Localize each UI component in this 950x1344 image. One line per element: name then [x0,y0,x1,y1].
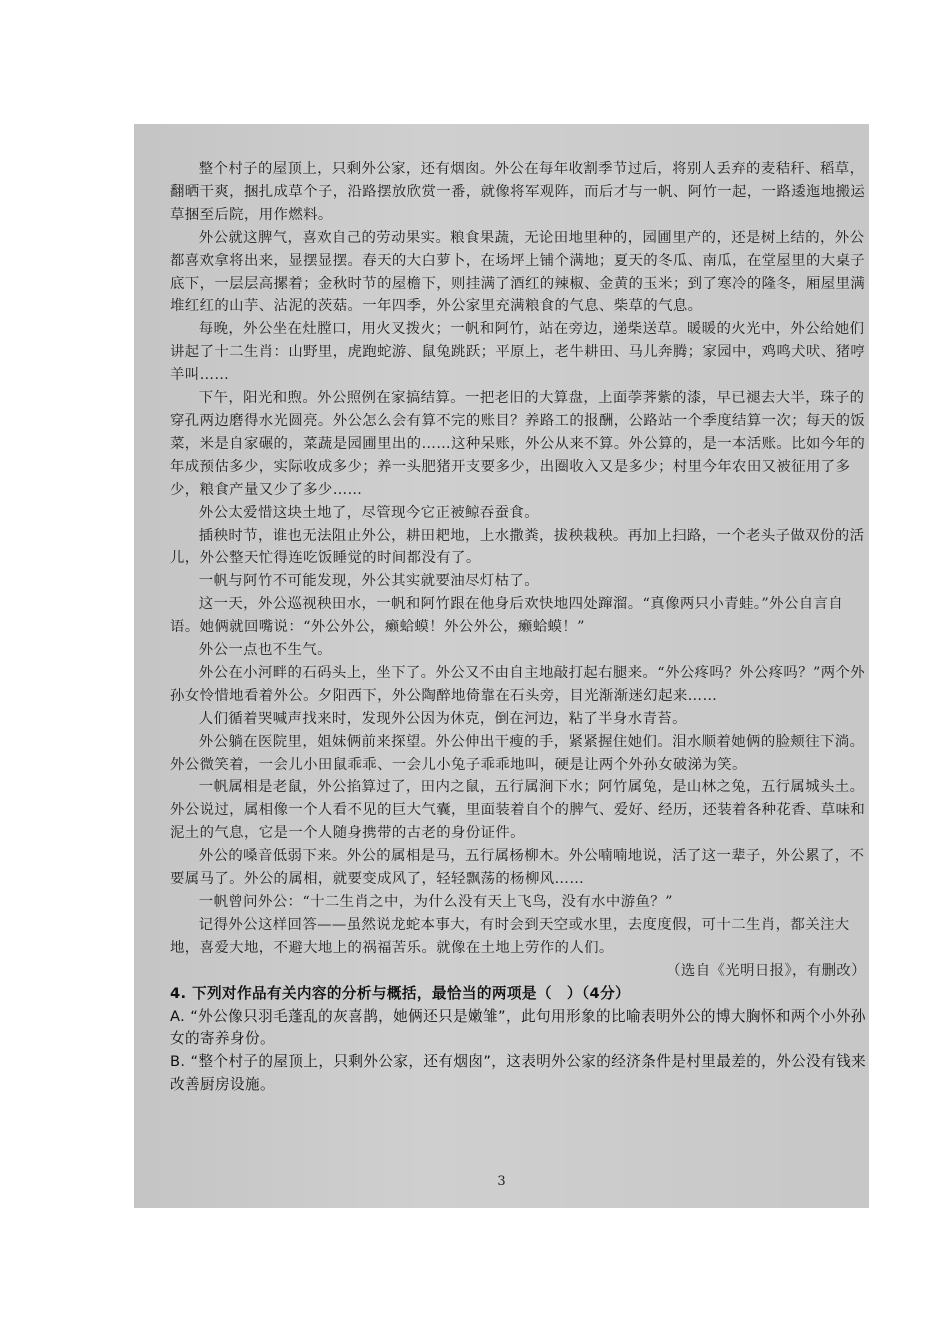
paragraph: 人们循着哭喊声找来时，发现外公因为休克，倒在河边，粘了半身水青苔。 [198,710,687,727]
paragraph: 外公在小河畔的石码头上，坐下了。外公又不由自主地敲打起右腿来。“外公疼吗？外公疼吗？”两个外孙女怜惜地看着外公。夕阳西下，外公陶醉地倚靠在石头旁，目光渐渐迷幻起来…… [170,664,866,704]
paragraph: 外公躺在医院里，姐妹俩前来探望。外公伸出干瘦的手，紧紧握住她们。泪水顺着她俩的脸颊往下淌。外公微笑着，一会儿小田鼠乖乖、一会儿小兔子乖乖地叫，硬是让两个外孙女破涕为笑。 [170,733,865,773]
paragraph: 外公就这脾气，喜欢自己的劳动果实。粮食果蔬，无论田地里种的，园圃里产的，还是树上结的，外公都喜欢拿将出来，显摆显摆。春天的大白萝卜，在场坪上铺个满地；夏天的冬瓜、南瓜，在堂屋里的大桌子底下，一层层高摞着；金秋时节的屋檐下，则挂满了酒红的辣椒、金黄的玉米；到了寒冷的隆冬，厢屋里满堆红红的山芋、沾泥的茨菇。一年四季，外公家里充满粮食的气息、柴草的气息。 [170,229,866,315]
paragraph: 外公一点也不生气。 [198,642,332,659]
article-text [170,158,869,1097]
paragraph: 每晚，外公坐在灶膛口，用火叉拨火；一帆和阿竹，站在旁边，递柴送草。暖暖的火光中，外公给她们讲起了十二生肖：山野里，虎跑蛇游、鼠兔跳跃；平原上，老牛耕田、马儿奔腾；家园中，鸡鸣犬吠、猪哼羊叫…… [170,321,866,384]
paragraph: 整个村子的屋顶上，只剩外公家，还有烟囱。外公在每年收割季节过后，将别人丢弃的麦秸秆、稻草，翻晒干爽，捆扎成草个子，沿路摆放欣赏一番，就像将军观阵，而后才与一帆、阿竹一起，一路逶迤地搬运草捆至后院，用作燃料。 [170,161,866,223]
paragraph: 下午，阳光和煦。外公照例在家搞结算。一把老旧的大算盘，上面荸荠紫的漆，早已褪去大半，珠子的穿孔两边磨得水光圆亮。外公怎么会有算不完的账目？养路工的报酬，公路站一个季度结算一次；每天的饭菜，米是自家碾的，菜蔬是园圃里出的……这种呆账，外公从来不算。外公算的，是一本活账。比如今年的年成预估多少，实际收成多少；养一头肥猪开支要多少，出圈收入又是多少；村里今年农田又被征用了多少，粮食产量又少了多少…… [170,390,866,498]
paragraph: 一帆与阿竹不可能发现，外公其实就要油尽灯枯了。 [198,573,539,590]
scanned-page [134,124,869,1208]
paragraph: 外公的嗓音低弱下来。外公的属相是马，五行属杨柳木。外公喃喃地说，活了这一辈子，外公累了，不要属马了。外公的属相，就要变成风了，轻轻飘荡的杨柳风…… [170,848,865,888]
question-option-b: B. “整个村子的屋顶上，只剩外公家，还有烟囱”，这表明外公家的经济条件是村里最差的，外公没有钱来改善厨房设施。 [170,1053,867,1094]
page-number: 3 [497,1174,506,1189]
question-option-a: A. “外公像只羽毛蓬乱的灰喜鹊，她俩还只是嫩雏”，此句用形象的比喻表明外公的博大胸怀和两个小外孙女的寄养身份。 [170,1007,866,1048]
paragraph: 一帆曾问外公：“十二生肖之中，为什么没有天上飞鸟，没有水中游鱼？” [198,894,673,910]
question-title: 4. 下列对作品有关内容的分析与概括，最恰当的两项是（ ）（4分） [170,984,631,1002]
paragraph: 插秧时节，谁也无法阻止外公，耕田耙地，上水撒粪，拔秧栽秧。再加上扫路，一个老头子做双份的活儿，外公整天忙得连吃饭睡觉的时间都没有了。 [170,527,865,567]
paragraph: 外公太爱惜这块土地了，尽管现今它正被鲸吞蚕食。 [198,504,539,521]
paragraph: 一帆属相是老鼠，外公掐算过了，田内之鼠，五行属涧下水；阿竹属兔，是山林之兔，五行属城头土。外公说过，属相像一个人看不见的巨大气囊，里面装着自个的脾气、爱好、经历，还装着各种花香、草味和泥土的气息，它是一个人随身携带的古老的身份证件。 [170,779,866,842]
paragraph: 这一天，外公巡视秧田水，一帆和阿竹跟在他身后欢快地四处蹿溜。“真像两只小青蛙。”外公自言自语。她俩就回嘴说：“外公外公，癞蛤蟆！外公外公，癞蛤蟆！” [170,596,844,636]
source-note: （选自《光明日报》，有删改） [666,962,866,979]
paragraph: 记得外公这样回答——虽然说龙蛇本事大，有时会到天空或水里，去度度假，可十二生肖，都关注大地，喜爱大地，不避大地上的祸福苦乐。就像在土地上劳作的人们。 [170,916,850,956]
